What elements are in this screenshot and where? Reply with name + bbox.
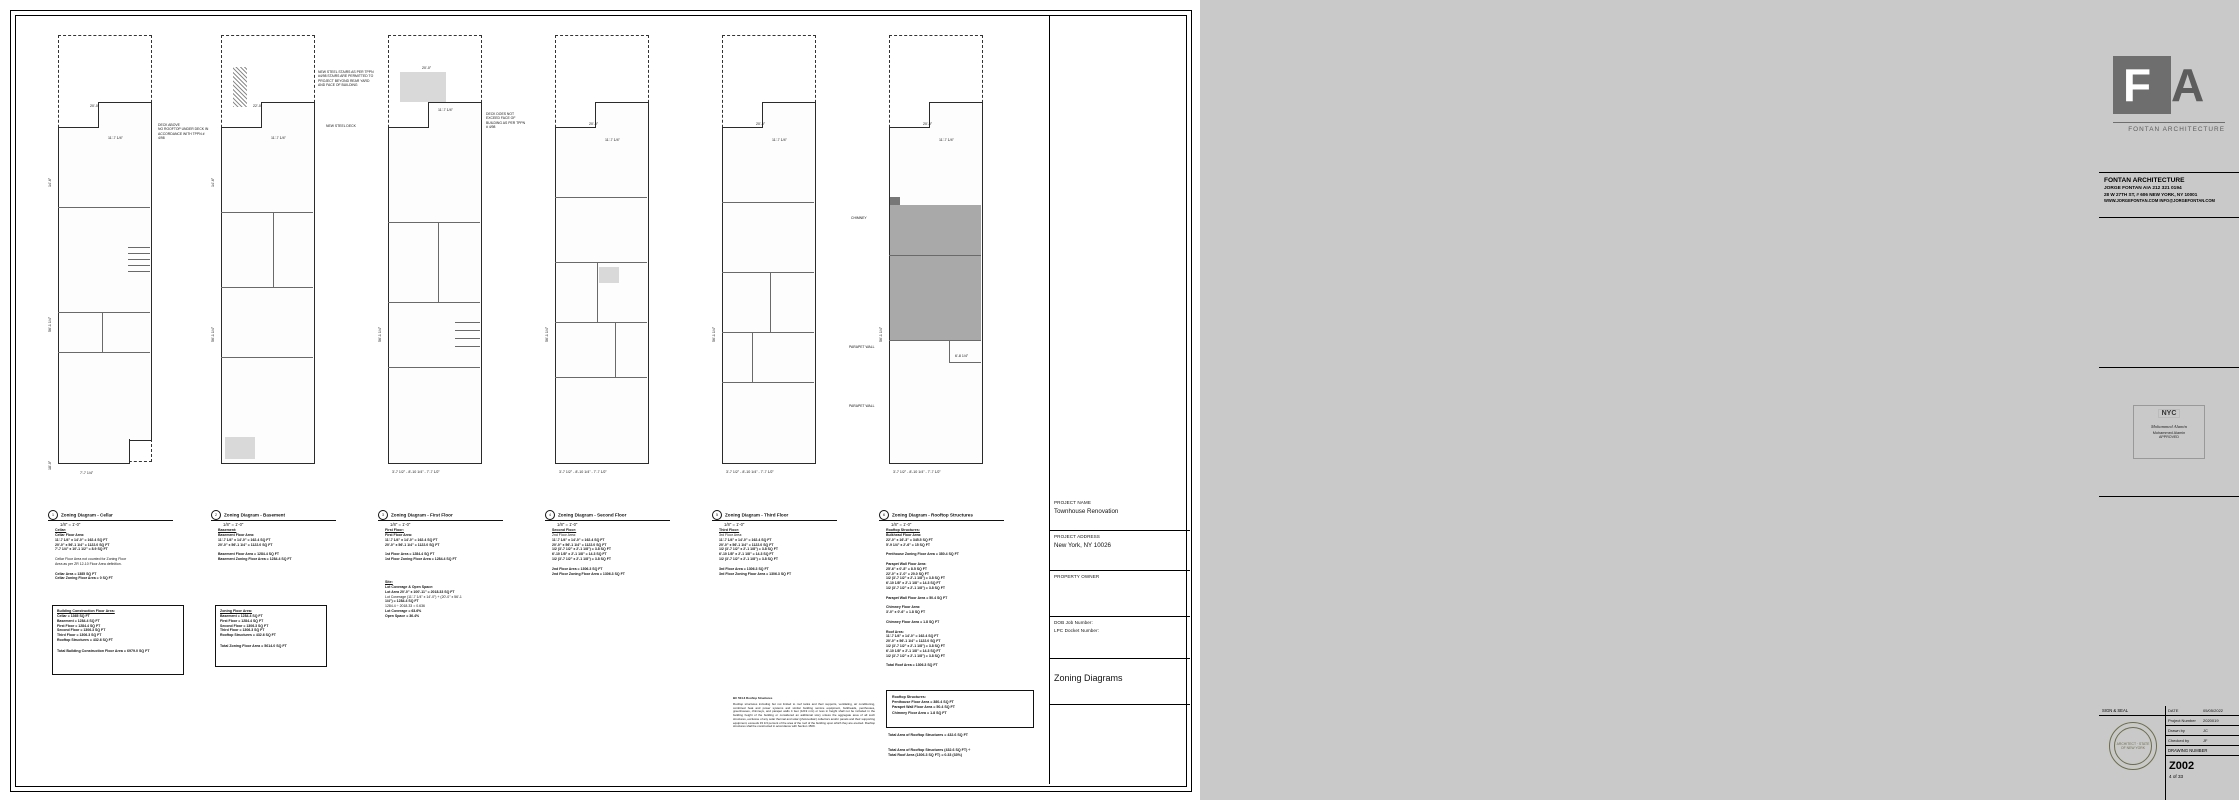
dim-roof-top: 20'-0" — [923, 122, 933, 126]
third-front-extension — [762, 102, 816, 128]
text-line: 1/4") = 1284.4 SQ FT — [385, 599, 419, 604]
plan-number: 1 — [48, 510, 58, 520]
roof-line-2 — [889, 340, 981, 341]
text-line: 6'-10 1/8" x 2'-1 1/8" = 14.3 SQ FT — [886, 581, 941, 586]
firm-web: WWW.JORGEFONTAN.COM INFO@JORGEFONTAN.COM — [2104, 198, 2215, 203]
roof-bulkhead — [890, 205, 981, 255]
plan-third-floor — [704, 22, 864, 527]
text-line: Rooftop Structures = 432.6 SQ FT — [220, 633, 276, 638]
box-zoning-floor-area — [215, 605, 327, 667]
stamp-status: APPROVED — [2159, 435, 2179, 439]
first-wall-4 — [438, 222, 439, 302]
seal-box — [2099, 706, 2166, 800]
box-building-construction — [52, 605, 184, 675]
zfa-total: Total Zoning Floor Area = 5614.0 SQ FT — [220, 644, 287, 649]
roof-line-1 — [889, 255, 981, 256]
text-site — [385, 580, 545, 619]
dim-basement-top-left: 22'-0" — [253, 104, 263, 108]
first-wall-2 — [388, 302, 480, 303]
cellar-stair-4 — [128, 265, 150, 266]
second-wall-2 — [555, 262, 647, 263]
dim-third-bottom: 3'-7 1/2" - 8'-10 1/4" - 7'-7 1/2" — [726, 470, 774, 474]
logo-firm-name: FONTAN ARCHITECTURE — [2128, 126, 2225, 133]
professional-seal-icon — [2109, 722, 2157, 770]
title-block — [1049, 16, 2225, 784]
plan-title-text: Zoning Diagram - Second Floor — [558, 512, 627, 518]
text-line: 3rd Floor Area: — [719, 532, 743, 537]
second-wall-4 — [555, 377, 647, 378]
third-wall-1 — [722, 202, 814, 203]
text-first-areas — [385, 528, 540, 562]
text-line: Lot Coverage (11'-7 1/4" x 14'-0") + (20'-0" x 56'-1 — [385, 594, 462, 599]
project-name-value: Townhouse Renovation — [1054, 508, 1119, 515]
text-line: Open Space = 36.4% — [385, 613, 420, 618]
basement-stair-run — [225, 437, 255, 459]
meta-box — [2165, 706, 2239, 800]
text-line: Roof Area: — [886, 629, 904, 634]
text-line: Chimney Floor Area: — [886, 605, 921, 610]
meta-key: Drawn by — [2168, 728, 2185, 733]
plan-title-rule — [211, 520, 336, 521]
property-owner-cell — [1050, 571, 1190, 617]
text-cellar-areas — [55, 528, 205, 581]
cellar-rear-extension — [58, 439, 130, 464]
text-line: 1st Floor Area = 1284.4 SQ FT — [385, 552, 435, 557]
dim-basement-left-long: 56'-1 1/4" — [211, 326, 215, 342]
dim-third-top: 20'-0" — [756, 122, 766, 126]
text-line: 20'-0" x 56'-1 1/4" = 1122.0 SQ FT — [886, 639, 941, 644]
text-line: 1st Floor Zoning Floor Area = 1284.4 SQ FT — [385, 557, 457, 562]
text-line: 20'-0" x 56'-1 1/4" = 1122.0 SQ FT — [719, 542, 774, 547]
plan-scale-third: 1/8" = 1'-0" — [724, 522, 745, 527]
firm-address: 28 W 27TH ST, # 606 NEW YORK, NY 10001 — [2104, 191, 2198, 197]
text-line: Cellar Area = 1385 SQ FT — [55, 571, 97, 576]
project-address-value: New York, NY 10026 — [1054, 542, 1111, 549]
dim-cellar-top-left: 20'-0" — [90, 104, 100, 108]
plan-title-text: Zoning Diagram - Rooftop Structures — [892, 512, 973, 518]
first-front-extension — [428, 102, 482, 128]
dim-second-top: 20'-0" — [589, 122, 599, 126]
logo-letter-a: A — [2171, 59, 2205, 111]
dob-approval-stamp — [2099, 368, 2239, 497]
second-outline — [555, 127, 649, 464]
second-fixture — [599, 267, 619, 283]
second-lines — [552, 533, 707, 576]
plan-title-rule — [712, 520, 837, 521]
text-line: 20'-0" x 56'-1 1/4" = 1122.0 SQ FT — [385, 542, 440, 547]
summary-total-2 — [888, 748, 1038, 758]
dim-roof-left-long: 56'-1 1/4" — [879, 326, 883, 342]
first-stair-3 — [455, 338, 480, 339]
meta-row — [2165, 726, 2239, 736]
text-line: Basement Zoning Floor Area = 1284.4 SQ FT — [218, 557, 292, 562]
text-line: 1/2 (3'-7 1/2" x 2'-1 1/8") = 3.8 SQ FT — [886, 576, 945, 581]
text-line: Lot Coverage & Open Space: — [385, 584, 434, 589]
bca-total: Total Building Construction Floor Area = 6979.0 SQ FT — [57, 648, 150, 653]
text-line: 2nd Floor Area = 1306.3 SQ FT — [552, 566, 603, 571]
text-line: First Floor Area: — [385, 532, 413, 537]
text-line: 1/2 (3'-7 1/2" x 2'-1 1/8") = 3.8 SQ FT — [886, 644, 945, 648]
lpc-docket-label: LPC Docket Number: — [1054, 628, 1100, 633]
text-line: 11'-7 1/4" x 14'-0" = 162.4 SQ FT — [552, 537, 605, 542]
meta-value: JC — [2203, 728, 2208, 733]
text-third-areas — [719, 528, 874, 576]
project-name-label: PROJECT NAME — [1054, 500, 1092, 505]
text-line: Parapet Wall Floor Area: — [886, 561, 927, 566]
note-deck-face: DECK DOES NOT EXCEED FACE OF BUILDING AS PER TPPN # 4/98 — [486, 112, 526, 129]
text-line: Penthouse Zoning Floor Area = 380.4 SQ FT — [886, 552, 959, 557]
dim-roof-penthouse: 6'-8 1/4" — [955, 354, 969, 358]
text-line: 25'-6" x 0'-8" = 8.5 SQ FT — [886, 566, 928, 571]
seal-label: SIGN & SEAL — [2099, 706, 2165, 716]
plan-title-text: Zoning Diagram - Third Floor — [725, 512, 789, 518]
meta-rows — [2165, 706, 2239, 746]
cellar-wall-2 — [58, 312, 150, 313]
text-line: 11'-7 1/4" x 14'-0" = 162.4 SQ FT — [719, 537, 772, 542]
dim-cellar-bottom-left: 18'-0" — [48, 460, 52, 470]
dim-basement-left: 14'-6" — [211, 177, 215, 187]
meta-key: Project Number — [2168, 718, 2196, 723]
note-new-steel-deck: NEW STEEL DECK — [326, 124, 356, 128]
text-line: Basement Floor Area: — [218, 532, 255, 537]
logo-rule — [2113, 122, 2225, 123]
text-line: 6'-10 1/8" x 2'-1 1/8" = 14.3 SQ FT — [719, 552, 774, 557]
dim-first-top-right: 11'-7 1/4" — [438, 108, 453, 112]
text-line: Rooftop Structures: — [892, 695, 926, 699]
text-line: 3'-0" x 0'-6" = 1.8 SQ FT — [886, 610, 926, 615]
plan-title-first — [378, 510, 453, 520]
text-line: Parapet Wall Floor Area = 50.4 SQ FT — [892, 705, 955, 710]
meta-value: 05/05/2022 — [2203, 708, 2224, 713]
text-line: Total Roof Area = 1306.3 SQ FT — [886, 663, 938, 668]
stamp-name: Mohammed Alamin — [2152, 431, 2186, 435]
plan-title-rule — [48, 520, 173, 521]
plan-title-rule — [879, 520, 1004, 521]
third-lines — [719, 533, 874, 576]
third-wall-6 — [752, 332, 753, 382]
roof-notch-2 — [949, 362, 981, 363]
project-address-label: PROJECT ADDRESS — [1054, 534, 1100, 539]
meta-value: JF — [2203, 738, 2208, 743]
text-second-areas — [552, 528, 707, 576]
project-address-cell — [1050, 531, 1190, 571]
text-line: Cellar Floor Area not counted for Zoning Floor — [55, 557, 127, 562]
code-note-body: Rooftop structures including but not limited to roof tanks and their supports, ventilating, air conditioning, combined heat and power systems and similar building service equipment, bulkheads, penthouses, greenhouses, chimneys, and parapet walls 4 feet (1219 mm) or less in height shall not be included in the building height of the building or considered an additional story unless the aggregate area of all such structures, exclusive of any solar thermal and solar (photovoltaic) collectors and/or panels and their supporting equipment, exceeds 33 1/3 percent of the area of the roof of the building upon which they are erected. Rooftop structures shall be constructed in accordance with Section 1509. — [733, 701, 875, 729]
text-line: 22'-0" x 1'-0" = 20.0 SQ FT — [886, 571, 930, 576]
rooftop-heading: Rooftop Structures: — [886, 528, 920, 532]
meta-key: Checked by — [2168, 738, 2190, 743]
plan-title-cellar — [48, 510, 113, 520]
roof-front-extension — [929, 102, 983, 128]
plan-number: 6 — [879, 510, 889, 520]
seal-and-meta-row — [2099, 706, 2239, 800]
text-line: 2nd Floor Area: — [552, 532, 576, 537]
dim-third-left-long: 56'-1 1/4" — [712, 326, 716, 342]
second-front-extension — [595, 102, 649, 128]
bca-lines — [57, 614, 179, 643]
dim-first-left-long: 56'-1 1/4" — [378, 326, 382, 342]
project-name-cell — [1050, 497, 1190, 531]
bca-heading: Building Construction Floor Area: — [57, 609, 115, 613]
basement-wall-1 — [221, 212, 313, 213]
third-wall-4 — [722, 382, 814, 383]
plan-title-basement — [211, 510, 285, 520]
summary-total-2-line1: Total Area of Rooftop Structures (432.6 SQ FT) ÷ — [888, 748, 971, 752]
third-heading: Third Floor: — [719, 528, 740, 532]
text-line: 3rd Floor Zoning Floor Area = 1306.3 SQ FT — [719, 571, 792, 576]
meta-row — [2165, 706, 2239, 716]
roof-penthouse — [890, 255, 981, 340]
plan-title-text: Zoning Diagram - Cellar — [61, 512, 113, 518]
basement-heading: Basement: — [218, 528, 237, 532]
dim-first-top: 20'-0" — [422, 66, 432, 70]
plan-title-roof — [879, 510, 973, 520]
dim-cellar-left-long: 56'-1 1/4" — [48, 316, 52, 332]
nyc-logo: NYC — [2158, 409, 2181, 418]
dim-first-bottom: 3'-7 1/2" - 8'-10 1/4" - 7'-7 1/2" — [392, 470, 440, 474]
text-line: Cellar Floor Area: — [55, 532, 85, 537]
text-line: 20'-0" x 56'-1 1/4" = 1122.0 SQ FT — [55, 542, 110, 547]
plan-second-floor — [537, 22, 697, 527]
basement-wall-2 — [221, 287, 313, 288]
firm-info — [2099, 173, 2239, 218]
summary-total-2-line2: Total Roof Area (1306.3 SQ FT) = 0.33 (33%) — [888, 752, 962, 757]
text-line: 6'-10 1/8" x 2'-1 1/8" = 14.3 SQ FT — [886, 648, 941, 653]
plan-number: 2 — [211, 510, 221, 520]
first-deck — [400, 72, 446, 102]
third-wall-5 — [770, 272, 771, 332]
site-heading: Site: — [385, 580, 393, 584]
third-wall-2 — [722, 272, 814, 273]
cellar-wall-3 — [58, 352, 150, 353]
text-line: 1/2 (3'-7 1/2" x 2'-1 1/8") = 3.8 SQ FT — [886, 653, 945, 658]
second-wall-5 — [597, 262, 598, 322]
meta-row — [2165, 716, 2239, 726]
dim-second-left-long: 56'-1 1/4" — [545, 326, 549, 342]
text-line: Rooftop Structures = 432.6 SQ FT — [57, 638, 113, 643]
dim-roof-top-right: 11'-7 1/4" — [939, 138, 954, 142]
text-line: Cellar = 1365 SQ FT — [57, 613, 90, 618]
text-line: 5'-9 1/4" x 2'-6" = 15 SQ FT — [886, 542, 930, 547]
meta-row — [2165, 736, 2239, 746]
dim-cellar-bottom: 7'-7 1/4" — [80, 471, 94, 475]
text-line: 11'-7 1/4" x 14'-0" = 162.4 SQ FT — [55, 537, 108, 542]
note-text-2: NO ROOFTOP UNDER DECK IN ACCORDANCE WITH TPPN # 4/98 — [158, 127, 209, 140]
text-line: 6'-10 1/8" x 2'-1 1/8" = 14.3 SQ FT — [552, 552, 607, 557]
dim-cellar-top-right: 11'-7 1/4" — [108, 136, 123, 140]
basement-wall-4 — [273, 212, 274, 287]
text-line: Third Floor = 1306.3 SQ FT — [57, 633, 102, 638]
basement-front-extension — [261, 102, 315, 128]
basement-lines — [218, 533, 368, 562]
plan-number: 4 — [545, 510, 555, 520]
note-new-steel-stairs: NEW STEEL STAIRS AS PER TPPN #4/98 STAIRS ARE PERMITTED TO PROJECT BEYOND REAR YARD AND FACE OF BUILDING — [318, 70, 374, 87]
cellar-stair — [128, 247, 150, 248]
note-chimney: CHIMNEY — [851, 216, 867, 220]
text-line: Cellar Zoning Floor Area = 0 SQ FT — [55, 576, 113, 581]
note-text-1: DECK ABOVE — [158, 123, 180, 127]
first-stair-4 — [455, 346, 480, 347]
text-line: 20'-0" x 56'-1 1/4" = 1122.0 SQ FT — [218, 542, 273, 547]
basement-deck-hatch — [233, 67, 247, 107]
second-wall-6 — [615, 322, 616, 377]
text-line: Basement = 1284.4 SQ FT — [57, 618, 100, 623]
text-line: Area as per ZR 12-10 Floor Area definition. — [55, 561, 122, 566]
zfa-lines — [220, 614, 322, 638]
sheet-count-value: 4 of 33 — [2169, 774, 2184, 779]
plan-number: 5 — [712, 510, 722, 520]
plan-title-text: Zoning Diagram - Basement — [224, 512, 286, 518]
plan-scale-roof: 1/8" = 1'-0" — [891, 522, 912, 527]
text-line: 1284.4 ÷ 2018.33 = 0.636 — [385, 604, 425, 609]
plan-title-rule — [378, 520, 503, 521]
box-rooftop-summary — [886, 690, 1034, 728]
plan-cellar — [40, 22, 209, 527]
text-line: Basement = 1284.4 SQ FT — [220, 613, 263, 618]
first-wall-3 — [388, 367, 480, 368]
note-parapet-wall-1: PARAPET WALL — [849, 345, 875, 349]
text-line: Penthouse Floor Area = 380.4 SQ FT — [892, 700, 954, 705]
plan-rooftop — [849, 22, 1031, 527]
logo-letter-f: F — [2123, 59, 2152, 111]
roof-chimney — [890, 197, 900, 205]
third-wall-3 — [722, 332, 814, 333]
cellar-stair-3 — [128, 259, 150, 260]
text-line: 20'-0" x 56'-1 1/4" = 1122.0 SQ FT — [552, 542, 607, 547]
sheet-title-cell — [1050, 659, 1190, 705]
first-heading: First Floor: — [385, 528, 404, 532]
plan-scale-cellar: 1/8" = 1'-0" — [60, 522, 81, 527]
seal-inner-text: ARCHITECT · STATE OF NEW YORK — [2114, 727, 2152, 765]
text-line: 1/2 (3'-7 1/2" x 2'-1 1/8") = 3.8 SQ FT — [552, 557, 611, 562]
cellar-front-extension — [98, 102, 152, 128]
plan-scale-first: 1/8" = 1'-0" — [390, 522, 411, 527]
text-line: Second Floor = 1306.3 SQ FT — [57, 628, 106, 633]
text-line: Second Floor = 1306.3 SQ FT — [220, 623, 269, 628]
text-line: 11'-7 1/4" x 14'-0" = 162.4 SQ FT — [886, 634, 939, 639]
cellar-lines — [55, 533, 205, 581]
first-outline — [388, 127, 482, 464]
dim-third-top-right: 11'-7 1/4" — [772, 138, 787, 142]
text-rooftop-areas — [886, 528, 1036, 668]
site-lines — [385, 585, 545, 619]
text-line: First Floor = 1284.4 SQ FT — [220, 618, 264, 623]
text-line: 11'-7 1/4" x 14'-0" = 162.4 SQ FT — [385, 537, 438, 542]
stamp-signature: Mohammed Alamin — [2150, 424, 2188, 429]
text-line: Chimney Floor Area = 1.8 SQ FT — [892, 710, 947, 715]
basement-outline — [221, 127, 315, 464]
text-line: 1/2 (3'-7 1/2" x 2'-1 1/8") = 3.8 SQ FT — [552, 547, 611, 552]
firm-logo — [2099, 32, 2239, 173]
firm-name: FONTAN ARCHITECTURE — [2104, 177, 2185, 184]
cellar-heading: Cellar: — [55, 528, 67, 532]
drawing-number-label: DRAWING NUMBER — [2165, 746, 2239, 756]
third-outline — [722, 127, 816, 464]
plan-title-text: Zoning Diagram - First Floor — [391, 512, 453, 518]
first-lines — [385, 533, 540, 562]
plan-title-rule — [545, 520, 670, 521]
meta-key: DATE — [2168, 708, 2179, 713]
second-wall-3 — [555, 322, 647, 323]
cellar-wall-1 — [58, 207, 150, 208]
text-line: 22'-0" x 16'-3" = 345.5 SQ FT — [886, 537, 933, 542]
summary-total-1-text: Total Area of Rooftop Structures = 432.6 SQ FT — [888, 733, 968, 737]
text-basement-areas — [218, 528, 368, 562]
plan-number: 3 — [378, 510, 388, 520]
text-line: Bulkhead Floor Area: — [886, 532, 922, 537]
cellar-stair-2 — [128, 253, 150, 254]
code-note-heading: BC 504.3 Rooftop Structures — [733, 696, 773, 700]
code-note-504 — [733, 697, 875, 729]
text-line: First Floor = 1284.4 SQ FT — [57, 623, 101, 628]
dob-job-number-label: DOB Job Number: — [1054, 620, 1093, 625]
roof-notch — [949, 340, 950, 362]
second-heading: Second Floor: — [552, 528, 577, 532]
basement-wall-3 — [221, 357, 313, 358]
rooftop-lines — [886, 533, 1036, 668]
plan-basement — [203, 22, 363, 527]
second-wall-1 — [555, 197, 647, 198]
text-line: Parapet Wall Floor Area = 50.4 SQ FT — [886, 595, 948, 600]
summary-lines — [892, 695, 1028, 716]
cellar-outline — [58, 127, 152, 441]
text-line: Lot Area 20'-0" x 100'-11" = 2018.33 SQ FT — [385, 589, 455, 594]
first-stair — [455, 322, 480, 323]
dim-second-top-right: 11'-7 1/4" — [605, 138, 620, 142]
plan-scale-basement: 1/8" = 1'-0" — [223, 522, 244, 527]
text-line: 2nd Floor Zoning Floor Area = 1306.3 SQ FT — [552, 571, 625, 576]
text-line: Third Floor = 1306.3 SQ FT — [220, 628, 265, 633]
plan-title-third — [712, 510, 788, 520]
property-owner-label: PROPERTY OWNER — [1054, 574, 1100, 579]
cellar-wall-4 — [102, 312, 103, 352]
dim-basement-top-right: 11'-7 1/4" — [271, 136, 286, 140]
dim-cellar-left: 14'-6" — [48, 177, 52, 187]
dim-roof-bottom: 3'-7 1/2" - 8'-10 1/4" - 7'-7 1/2" — [893, 470, 941, 474]
plan-scale-second: 1/8" = 1'-0" — [557, 522, 578, 527]
text-line: 1/2 (3'-7 1/2" x 2'-1 1/8") = 3.8 SQ FT — [719, 557, 778, 562]
drawing-number-value: Z002 — [2169, 760, 2195, 772]
dob-numbers-cell — [1050, 617, 1190, 659]
first-wall-1 — [388, 222, 480, 223]
text-line: 7'-7 1/4" x 10'-1 1/2" = 8.9 SQ FT — [55, 547, 108, 552]
text-line: Lot Coverage = 63.6% — [385, 609, 422, 614]
plan-title-second — [545, 510, 626, 520]
cellar-stair-5 — [128, 271, 150, 272]
text-line: 1/2 (3'-7 1/2" x 2'-1 1/8") = 3.8 SQ FT — [719, 547, 778, 552]
zfa-heading: Zoning Floor Area: — [220, 609, 253, 613]
sheet-title-value: Zoning Diagrams — [1054, 673, 1123, 683]
text-line: 3rd Floor Area = 1306.3 SQ FT — [719, 566, 769, 571]
stamp-area-blank — [2099, 219, 2239, 368]
meta-value: 2020019 — [2203, 718, 2219, 723]
text-line: Chimney Floor Area = 1.8 SQ FT — [886, 619, 940, 624]
note-parapet-wall-2: PARAPET WALL — [849, 404, 875, 408]
summary-total-1 — [888, 733, 1038, 738]
first-stair-2 — [455, 330, 480, 331]
text-line: 1/2 (3'-7 1/2" x 2'-1 1/8") = 3.8 SQ FT — [886, 586, 945, 591]
dim-second-bottom: 3'-7 1/2" - 8'-10 1/4" - 7'-7 1/2" — [559, 470, 607, 474]
text-line: 11'-7 1/4" x 14'-0" = 162.4 SQ FT — [218, 537, 271, 542]
firm-principal: JORGE FONTAN AIA 212 321 0194 — [2104, 185, 2182, 191]
text-line: Basement Floor Area = 1284.4 SQ FT — [218, 552, 280, 557]
